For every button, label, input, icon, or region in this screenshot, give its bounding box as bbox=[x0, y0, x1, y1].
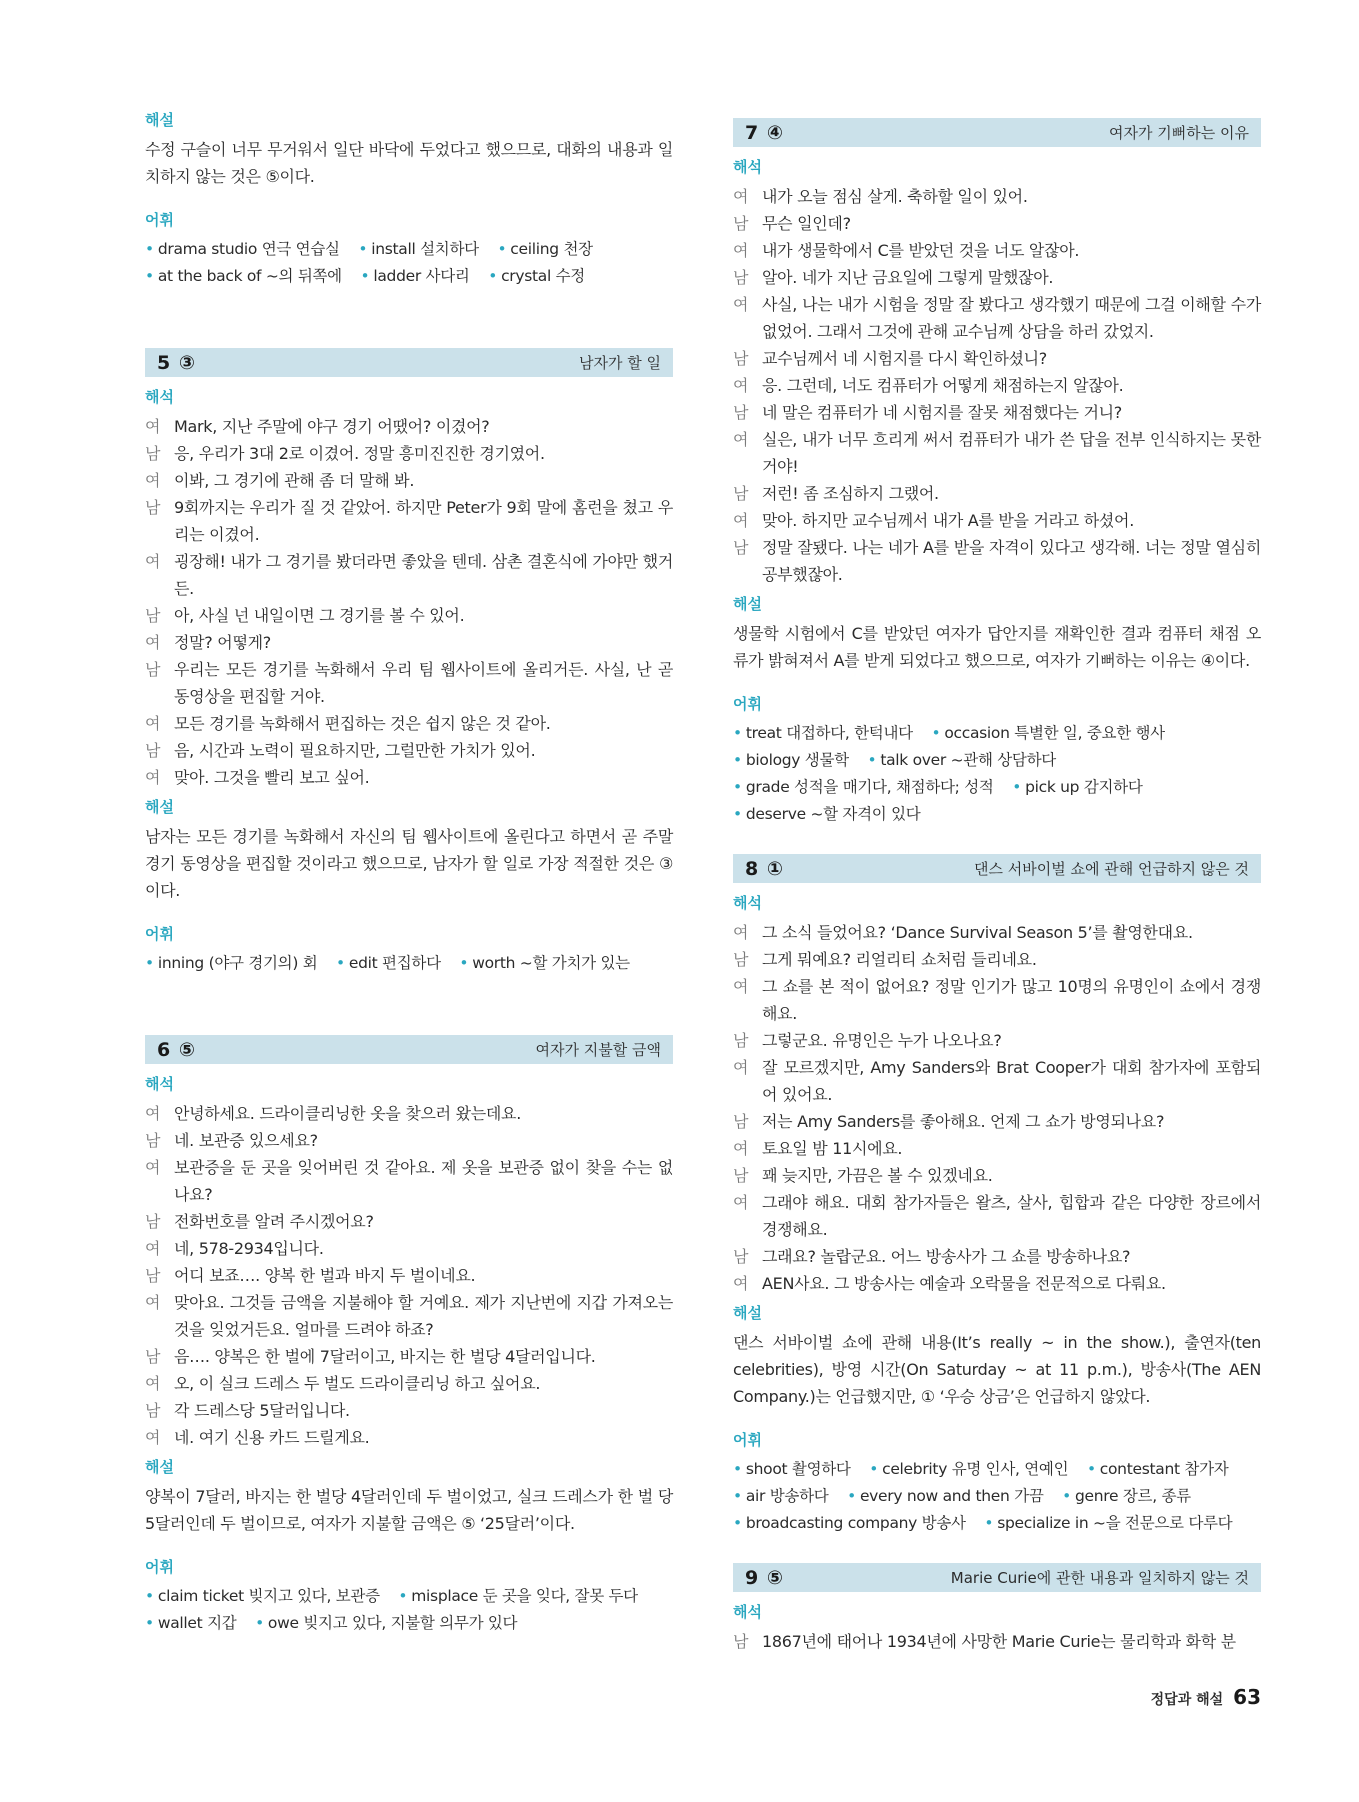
vocab-item: • owe 빚지고 있다, 지불할 의무가 있다 bbox=[255, 1614, 518, 1632]
vocab-item: • air 방송하다 bbox=[733, 1487, 829, 1505]
vocab-item: • celebrity 유명 인사, 연예인 bbox=[869, 1460, 1069, 1478]
translation-label: 해석 bbox=[733, 158, 762, 176]
dialogue-line: 남 네 말은 컴퓨터가 네 시험지를 잘못 채점했다는 거니? bbox=[733, 399, 1261, 426]
prev-vocab bbox=[145, 210, 673, 290]
vocab-item: • ceiling 천장 bbox=[497, 240, 593, 258]
explanation-text: 양복이 7달러, 바지는 한 벌당 4달러인데 두 벌이었고, 실크 드레스가 한 벌 당 5달러인데 두 벌이므로, 여자가 지불할 금액은 ⑤ ‘25달러’이다. bbox=[145, 1487, 673, 1533]
question-header-6 bbox=[145, 1035, 673, 1064]
question-title: Marie Curie에 관한 내용과 일치하지 않는 것 bbox=[950, 1569, 1249, 1587]
speaker: 여 bbox=[733, 430, 749, 449]
speaker: 여 bbox=[145, 714, 161, 733]
speaker: 여 bbox=[145, 1158, 161, 1177]
dialogue-line: 여 네. 여기 신용 카드 드릴게요. bbox=[145, 1424, 673, 1451]
question-title: 여자가 지불할 금액 bbox=[535, 1041, 661, 1059]
dialogue-line: 남 네. 보관증 있으세요? bbox=[145, 1127, 673, 1154]
dialogue-line: 여 내가 오늘 점심 살게. 축하할 일이 있어. bbox=[733, 183, 1261, 210]
vocab-item: • genre 장르, 종류 bbox=[1062, 1487, 1191, 1505]
dialogue-6 bbox=[145, 1100, 673, 1451]
vocab-label: 어휘 bbox=[145, 925, 174, 943]
explanation-8 bbox=[733, 1303, 1261, 1410]
explanation-label: 해설 bbox=[733, 595, 762, 613]
speaker: 남 bbox=[145, 1131, 161, 1150]
explanation-5 bbox=[145, 797, 673, 904]
vocab-item: • crystal 수정 bbox=[488, 267, 585, 285]
vocab-list bbox=[145, 236, 673, 290]
speaker: 남 bbox=[145, 1401, 161, 1420]
speaker: 남 bbox=[145, 1266, 161, 1285]
speaker: 여 bbox=[145, 1293, 161, 1312]
question-title: 댄스 서바이벌 쇼에 관해 언급하지 않은 것 bbox=[974, 860, 1249, 878]
speaker: 여 bbox=[145, 417, 161, 436]
question-number: 5 ③ bbox=[157, 351, 196, 374]
explanation-text: 생물학 시험에서 C를 받았던 여자가 답안지를 재확인한 결과 컴퓨터 채점 오류가 밝혀져서 A를 받게 되었다고 했으므로, 여자가 기뻐하는 이유는 ④이다. bbox=[733, 624, 1261, 670]
vocab-item: • worth ~할 가치가 있는 bbox=[459, 954, 630, 972]
dialogue-line: 여 모든 경기를 녹화해서 편집하는 것은 쉽지 않은 것 같아. bbox=[145, 710, 673, 737]
vocab-item: • claim ticket 빚지고 있다, 보관증 bbox=[145, 1587, 380, 1605]
explanation-text: 수정 구슬이 너무 무거워서 일단 바닥에 두었다고 했으므로, 대화의 내용과 일치하지 않는 것은 ⑤이다. bbox=[145, 140, 673, 186]
vocab-list bbox=[733, 720, 1261, 828]
speaker: 여 bbox=[733, 241, 749, 260]
vocab-6 bbox=[145, 1557, 673, 1637]
dialogue-line: 여 네, 578-2934입니다. bbox=[145, 1235, 673, 1262]
dialogue-line: 남 정말 잘됐다. 나는 네가 A를 받을 자격이 있다고 생각해. 너는 정말 열심히 공부했잖아. bbox=[733, 534, 1261, 588]
explanation-6 bbox=[145, 1457, 673, 1537]
dialogue-line: 남 음…. 양복은 한 벌에 7달러이고, 바지는 한 벌당 4달러입니다. bbox=[145, 1343, 673, 1370]
dialogue-line: 여 응. 그런데, 너도 컴퓨터가 어떻게 채점하는지 알잖아. bbox=[733, 372, 1261, 399]
dialogue-line: 여 맞아. 하지만 교수님께서 내가 A를 받을 거라고 하셨어. bbox=[733, 507, 1261, 534]
speaker: 남 bbox=[733, 1166, 749, 1185]
speaker: 여 bbox=[733, 187, 749, 206]
footer-section-title: 정답과 해설 bbox=[1150, 1692, 1224, 1708]
question-number: 6 ⑤ bbox=[157, 1038, 196, 1061]
vocab-item: • grade 성적을 매기다, 채점하다; 성적 bbox=[733, 778, 994, 796]
vocab-item: • drama studio 연극 연습실 bbox=[145, 240, 340, 258]
dialogue-line: 여 잘 모르겠지만, Amy Sanders와 Brat Cooper가 대회 참가자에 포함되어 있어요. bbox=[733, 1054, 1261, 1108]
speaker: 남 bbox=[145, 498, 161, 517]
dialogue-line: 남 9회까지는 우리가 질 것 같았어. 하지만 Peter가 9회 말에 홈런을 쳤고 우리는 이겼어. bbox=[145, 494, 673, 548]
dialogue-line: 여 이봐, 그 경기에 관해 좀 더 말해 봐. bbox=[145, 467, 673, 494]
vocab-item: • edit 편집하다 bbox=[336, 954, 441, 972]
speaker: 여 bbox=[733, 1139, 749, 1158]
dialogue-line: 남 각 드레스당 5달러입니다. bbox=[145, 1397, 673, 1424]
speaker: 남 bbox=[733, 1632, 749, 1651]
dialogue-line: 여 그 쇼를 본 적이 없어요? 정말 인기가 많고 10명의 유명인이 쇼에서 경쟁해요. bbox=[733, 973, 1261, 1027]
question-number: 8 ① bbox=[745, 857, 784, 880]
speaker: 여 bbox=[733, 977, 749, 996]
speaker: 여 bbox=[145, 1239, 161, 1258]
dialogue-line: 남 그게 뭐예요? 리얼리티 쇼처럼 들리네요. bbox=[733, 946, 1261, 973]
vocab-item: • shoot 촬영하다 bbox=[733, 1460, 851, 1478]
speaker: 여 bbox=[733, 376, 749, 395]
dialogue-line: 남 꽤 늦지만, 가끔은 볼 수 있겠네요. bbox=[733, 1162, 1261, 1189]
explanation-label: 해설 bbox=[145, 798, 174, 816]
vocab-list bbox=[145, 950, 673, 977]
vocab-item: • specialize in ~을 전문으로 다루다 bbox=[984, 1514, 1233, 1532]
translation-label: 해석 bbox=[145, 1075, 174, 1093]
dialogue-line: 여 안녕하세요. 드라이클리닝한 옷을 찾으러 왔는데요. bbox=[145, 1100, 673, 1127]
speaker: 남 bbox=[733, 1031, 749, 1050]
dialogue-line: 여 사실, 나는 내가 시험을 정말 잘 봤다고 생각했기 때문에 그걸 이해할 수가 없었어. 그래서 그것에 관해 교수님께 상담을 하러 갔었지. bbox=[733, 291, 1261, 345]
speaker: 남 bbox=[733, 538, 749, 557]
dialogue-8 bbox=[733, 919, 1261, 1297]
speaker: 남 bbox=[733, 268, 749, 287]
vocab-item: • wallet 지갑 bbox=[145, 1614, 237, 1632]
vocab-5 bbox=[145, 924, 673, 977]
speaker: 여 bbox=[733, 1274, 749, 1293]
dialogue-line: 남 알아. 네가 지난 금요일에 그렇게 말했잖아. bbox=[733, 264, 1261, 291]
vocab-item: • occasion 특별한 일, 중요한 행사 bbox=[931, 724, 1165, 742]
dialogue-7 bbox=[733, 183, 1261, 588]
dialogue-line: 남 우리는 모든 경기를 녹화해서 우리 팀 웹사이트에 올리거든. 사실, 난 곧 동영상을 편집할 거야. bbox=[145, 656, 673, 710]
dialogue-line: 여 보관증을 둔 곳을 잊어버린 것 같아요. 제 옷을 보관증 없이 찾을 수는 없나요? bbox=[145, 1154, 673, 1208]
vocab-item: • deserve ~할 자격이 있다 bbox=[733, 805, 921, 823]
dialogue-line: 여 Mark, 지난 주말에 야구 경기 어땠어? 이겼어? bbox=[145, 413, 673, 440]
dialogue-line: 남 저는 Amy Sanders를 좋아해요. 언제 그 쇼가 방영되나요? bbox=[733, 1108, 1261, 1135]
dialogue-line: 여 내가 생물학에서 C를 받았던 것을 너도 알잖아. bbox=[733, 237, 1261, 264]
vocab-item: • install 설치하다 bbox=[358, 240, 479, 258]
vocab-7 bbox=[733, 694, 1261, 828]
speaker: 남 bbox=[145, 1212, 161, 1231]
dialogue-line: 남 그래요? 놀랍군요. 어느 방송사가 그 쇼를 방송하나요? bbox=[733, 1243, 1261, 1270]
explanation-text: 댄스 서바이벌 쇼에 관해 내용(It’s really ~ in the show.), 출연자(ten celebrities), 방영 시간(On Saturday ~ at 11 p.m.), 방송사(The AEN Company.)는 언급했지만, ① ‘우승 상금’은 언급하지 않았다. bbox=[733, 1333, 1261, 1406]
vocab-list bbox=[733, 1456, 1261, 1537]
translation-label: 해석 bbox=[733, 894, 762, 912]
dialogue-line: 여 맞아. 그것을 빨리 보고 싶어. bbox=[145, 764, 673, 791]
speaker: 남 bbox=[733, 349, 749, 368]
dialogue-line: 여 그 소식 들었어요? ‘Dance Survival Season 5’를 촬영한대요. bbox=[733, 919, 1261, 946]
vocab-item: • biology 생물학 bbox=[733, 751, 849, 769]
dialogue-line: 여 정말? 어떻게? bbox=[145, 629, 673, 656]
vocab-label: 어휘 bbox=[733, 695, 762, 713]
question-header-8 bbox=[733, 854, 1261, 883]
right-column bbox=[733, 118, 1261, 1661]
speaker: 여 bbox=[733, 1058, 749, 1077]
dialogue-line: 남 음, 시간과 노력이 필요하지만, 그럴만한 가치가 있어. bbox=[145, 737, 673, 764]
speaker: 남 bbox=[733, 950, 749, 969]
vocab-item: • inning (야구 경기의) 회 bbox=[145, 954, 318, 972]
speaker: 남 bbox=[733, 214, 749, 233]
speaker: 여 bbox=[145, 633, 161, 652]
dialogue-line: 여 맞아요. 그것들 금액을 지불해야 할 거예요. 제가 지난번에 지갑 가져오는 것을 잊었거든요. 얼마를 드려야 하죠? bbox=[145, 1289, 673, 1343]
speaker: 남 bbox=[733, 484, 749, 503]
dialogue-line: 남 응, 우리가 3대 2로 이겼어. 정말 흥미진진한 경기였어. bbox=[145, 440, 673, 467]
page-number: 63 bbox=[1233, 1685, 1261, 1709]
speaker: 여 bbox=[733, 1193, 749, 1212]
question-title: 여자가 기뻐하는 이유 bbox=[1109, 124, 1249, 142]
question-header-7 bbox=[733, 118, 1261, 147]
vocab-item: • contestant 참가자 bbox=[1086, 1460, 1229, 1478]
page-footer bbox=[1151, 1685, 1261, 1709]
speaker: 여 bbox=[145, 1428, 161, 1447]
dialogue-line: 남 1867년에 태어나 1934년에 사망한 Marie Curie는 물리학과 화학 분 bbox=[733, 1628, 1261, 1655]
speaker: 여 bbox=[145, 552, 161, 571]
question-number: 9 ⑤ bbox=[745, 1566, 784, 1589]
vocab-item: • pick up 감지하다 bbox=[1012, 778, 1143, 796]
dialogue-line: 남 어디 보죠…. 양복 한 벌과 바지 두 벌이네요. bbox=[145, 1262, 673, 1289]
speaker: 남 bbox=[733, 1112, 749, 1131]
dialogue-line: 남 아, 사실 넌 내일이면 그 경기를 볼 수 있어. bbox=[145, 602, 673, 629]
question-title: 남자가 할 일 bbox=[579, 354, 661, 372]
vocab-list bbox=[145, 1583, 673, 1637]
dialogue-line: 여 AEN사요. 그 방송사는 예술과 오락물을 전문적으로 다뤄요. bbox=[733, 1270, 1261, 1297]
prev-explanation bbox=[145, 110, 673, 190]
speaker: 남 bbox=[145, 606, 161, 625]
explanation-label: 해설 bbox=[145, 111, 174, 129]
explanation-7 bbox=[733, 594, 1261, 674]
dialogue-line: 여 그래야 해요. 대회 참가자들은 왈츠, 살사, 힙합과 같은 다양한 장르에서 경쟁해요. bbox=[733, 1189, 1261, 1243]
vocab-item: • misplace 둔 곳을 잊다, 잘못 두다 bbox=[398, 1587, 638, 1605]
translation-label: 해석 bbox=[145, 388, 174, 406]
speaker: 여 bbox=[145, 1374, 161, 1393]
question-number: 7 ④ bbox=[745, 121, 784, 144]
vocab-item: • talk over ~관해 상담하다 bbox=[867, 751, 1056, 769]
explanation-text: 남자는 모든 경기를 녹화해서 자신의 팀 웹사이트에 올린다고 하면서 곧 주말 경기 동영상을 편집할 것이라고 했으므로, 남자가 할 일로 가장 적절한 것은 ③이다. bbox=[145, 827, 673, 900]
vocab-item: • broadcasting company 방송사 bbox=[733, 1514, 966, 1532]
dialogue-line: 여 오, 이 실크 드레스 두 벌도 드라이클리닝 하고 싶어요. bbox=[145, 1370, 673, 1397]
vocab-item: • treat 대접하다, 한턱내다 bbox=[733, 724, 913, 742]
dialogue-line: 남 무슨 일인데? bbox=[733, 210, 1261, 237]
vocab-item: • ladder 사다리 bbox=[360, 267, 470, 285]
speaker: 남 bbox=[145, 444, 161, 463]
explanation-label: 해설 bbox=[145, 1458, 174, 1476]
translation-label: 해석 bbox=[733, 1603, 762, 1621]
vocab-label: 어휘 bbox=[145, 211, 174, 229]
dialogue-line: 남 그렇군요. 유명인은 누가 나오나요? bbox=[733, 1027, 1261, 1054]
dialogue-9 bbox=[733, 1628, 1261, 1655]
speaker: 여 bbox=[145, 1104, 161, 1123]
speaker: 남 bbox=[733, 403, 749, 422]
speaker: 여 bbox=[733, 923, 749, 942]
question-header-5 bbox=[145, 348, 673, 377]
question-header-9 bbox=[733, 1563, 1261, 1592]
dialogue-line: 여 토요일 밤 11시에요. bbox=[733, 1135, 1261, 1162]
dialogue-line: 여 굉장해! 내가 그 경기를 봤더라면 좋았을 텐데. 삼촌 결혼식에 가야만 했거든. bbox=[145, 548, 673, 602]
vocab-item: • at the back of ~의 뒤쪽에 bbox=[145, 267, 342, 285]
speaker: 여 bbox=[733, 511, 749, 530]
vocab-8 bbox=[733, 1430, 1261, 1537]
dialogue-line: 여 실은, 내가 너무 흐리게 써서 컴퓨터가 내가 쓴 답을 전부 인식하지는 못한 거야! bbox=[733, 426, 1261, 480]
speaker: 여 bbox=[733, 295, 749, 314]
dialogue-5 bbox=[145, 413, 673, 791]
vocab-label: 어휘 bbox=[145, 1558, 174, 1576]
left-column bbox=[145, 110, 673, 1657]
speaker: 여 bbox=[145, 471, 161, 490]
speaker: 남 bbox=[733, 1247, 749, 1266]
vocab-label: 어휘 bbox=[733, 1431, 762, 1449]
explanation-label: 해설 bbox=[733, 1304, 762, 1322]
speaker: 남 bbox=[145, 660, 161, 679]
speaker: 남 bbox=[145, 741, 161, 760]
speaker: 여 bbox=[145, 768, 161, 787]
vocab-item: • every now and then 가끔 bbox=[847, 1487, 1044, 1505]
dialogue-line: 남 저런! 좀 조심하지 그랬어. bbox=[733, 480, 1261, 507]
speaker: 남 bbox=[145, 1347, 161, 1366]
dialogue-line: 남 교수님께서 네 시험지를 다시 확인하셨니? bbox=[733, 345, 1261, 372]
dialogue-line: 남 전화번호를 알려 주시겠어요? bbox=[145, 1208, 673, 1235]
